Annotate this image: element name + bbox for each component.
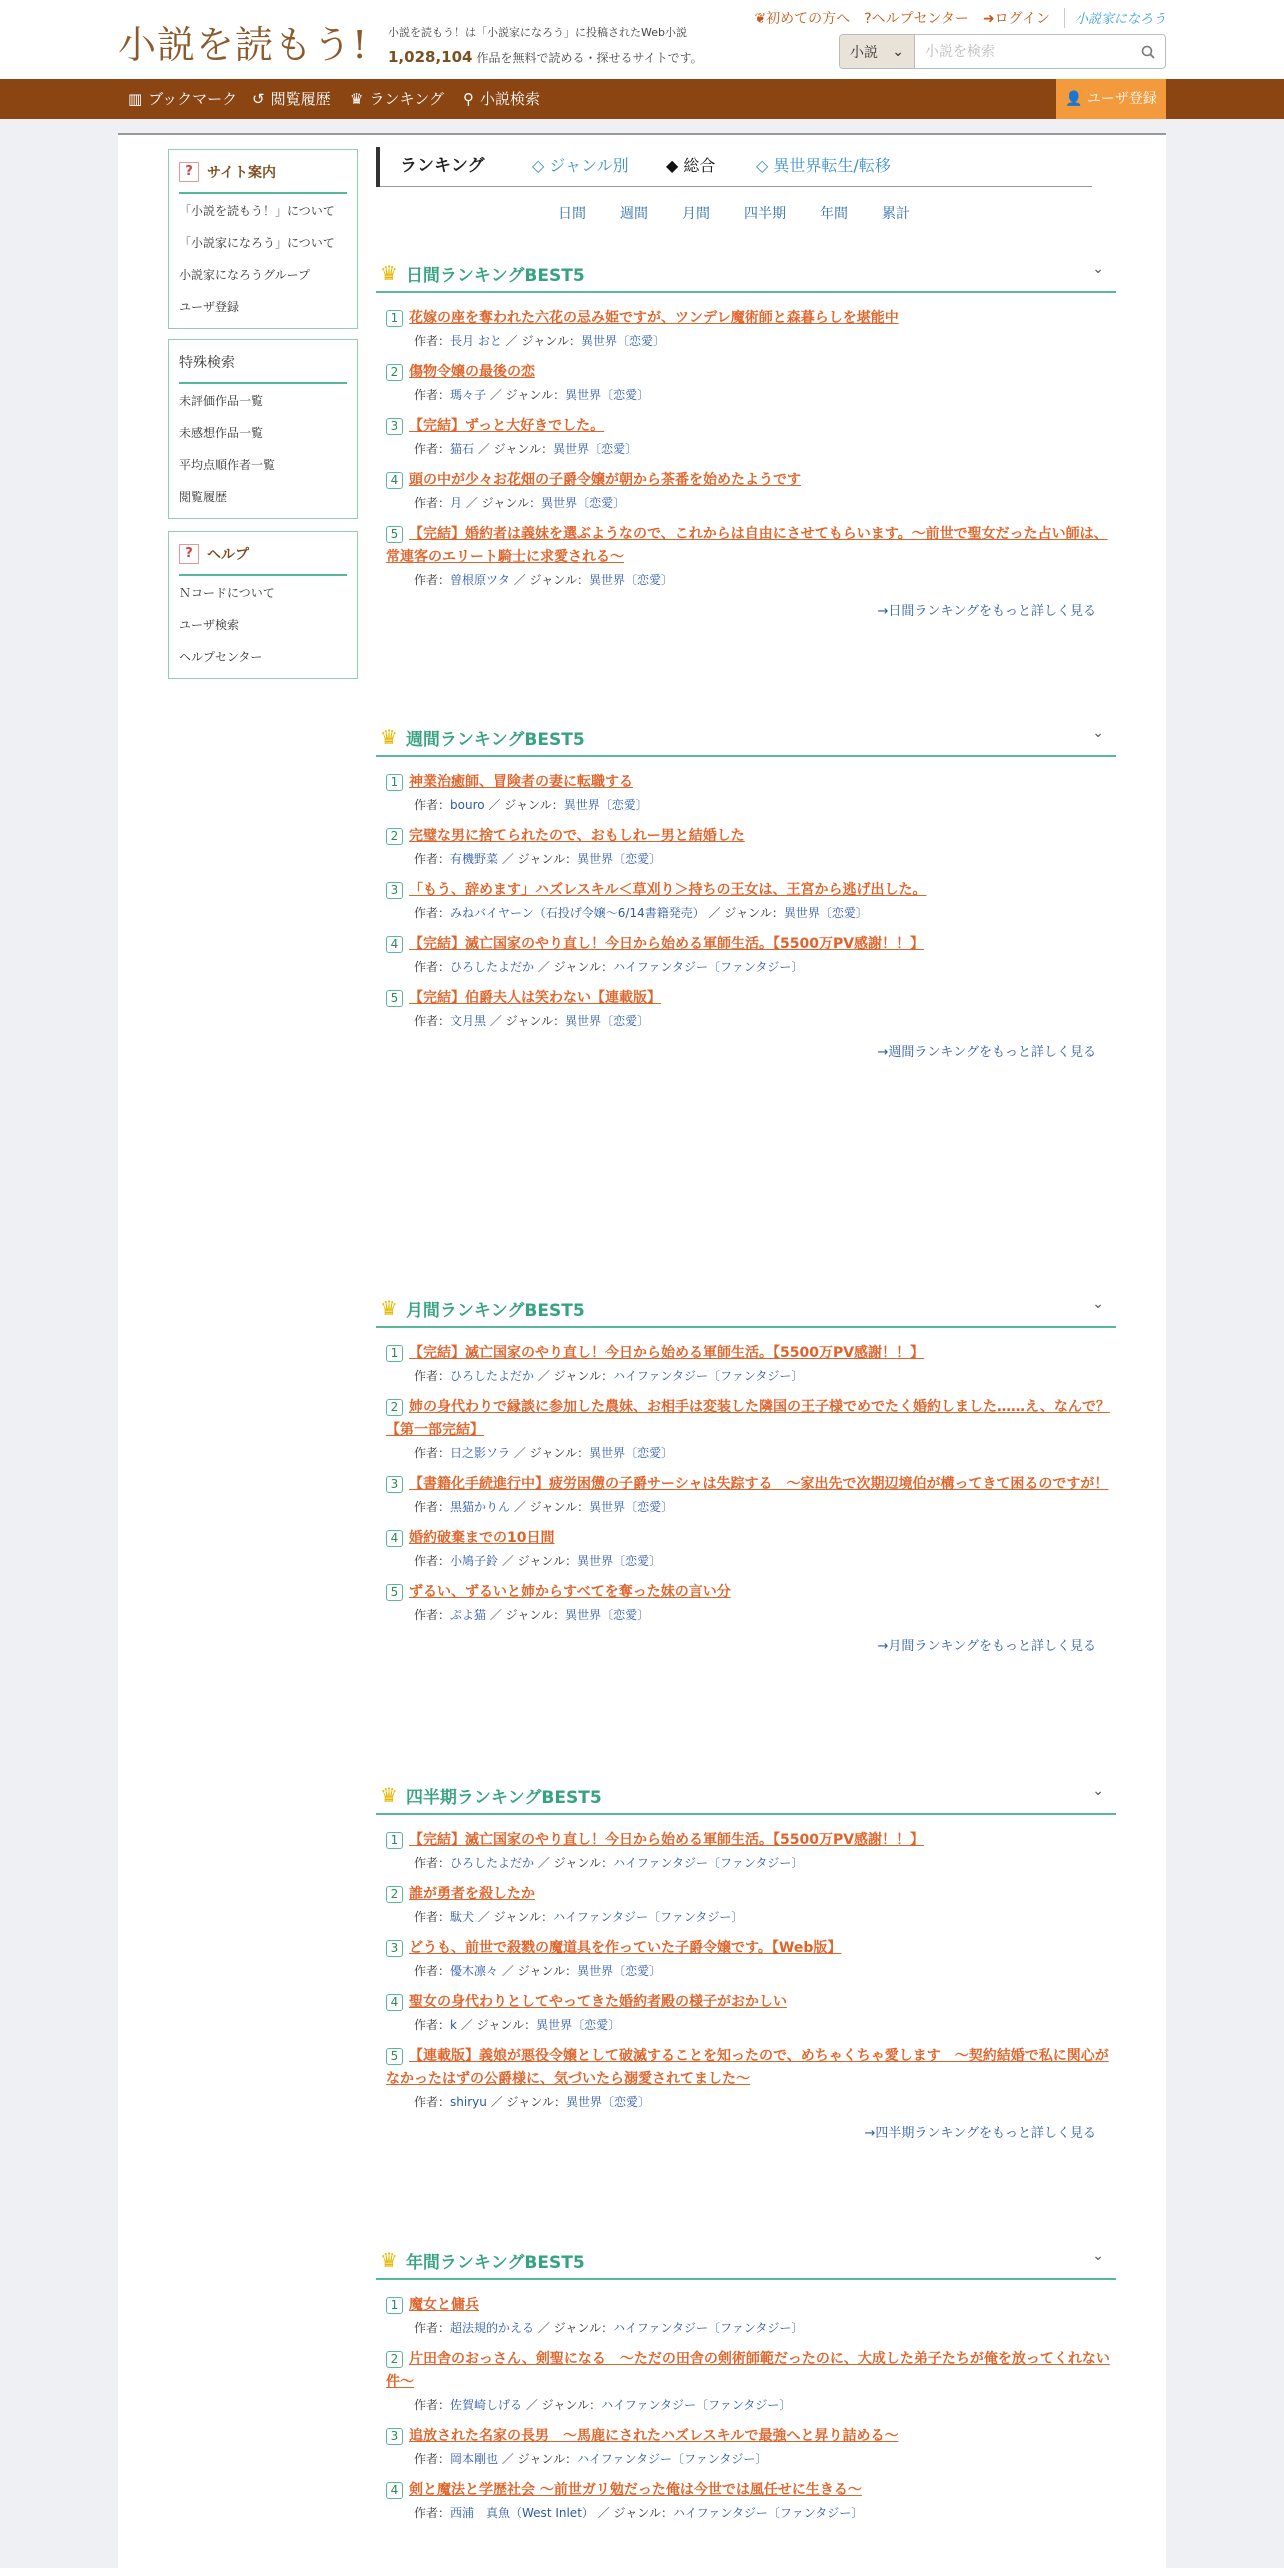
author-link[interactable]: 優木凛々 — [450, 1964, 499, 1978]
ranking-item — [376, 1342, 1116, 1384]
novel-title-link[interactable]: 花嫁の座を奪われた六花の忌み姫ですが、ツンデレ魔術師と森暮らしを堪能中 — [409, 310, 899, 326]
novel-title-link[interactable]: 片田舎のおっさん、剣聖になる 〜ただの田舎の剣術師範だったのに、大成した弟子たちが俺を放ってくれない件〜 — [386, 2351, 1110, 2390]
novel-meta — [386, 1367, 1116, 1384]
novel-meta — [386, 1012, 1116, 1029]
period-tab-quarterly[interactable]: 四半期 — [744, 206, 786, 222]
author-link[interactable]: 長月 おと — [450, 334, 502, 348]
more-link-row — [376, 2122, 1116, 2141]
first-time-link[interactable]: ❦初めての方へ — [754, 11, 851, 27]
genre-link[interactable]: ハイファンタジー〔ファンタジー〕 — [577, 2452, 768, 2466]
crown-icon: ♛ — [380, 1296, 398, 1320]
genre-label: ／ ジャンル： — [537, 1856, 614, 1870]
chevron-down-icon[interactable]: ⌄ — [1092, 2248, 1104, 2264]
ranking-item — [376, 1527, 1116, 1569]
genre-link[interactable]: 異世界〔恋愛〕 — [589, 1500, 674, 1514]
novel-meta — [386, 332, 1116, 349]
ranking-tabs — [376, 147, 1092, 187]
author-label: 作者： — [414, 1554, 451, 1568]
ranking-list — [376, 1328, 1116, 1623]
novel-meta — [386, 571, 1116, 588]
crown-icon: ♛ — [380, 725, 398, 749]
rank-badge: 1 — [386, 2297, 403, 2314]
genre-link[interactable]: 異世界〔恋愛〕 — [536, 2018, 621, 2032]
section-title: 日間ランキングBEST5 — [405, 265, 585, 286]
rank-badge: 1 — [386, 310, 403, 327]
author-link[interactable]: bouro — [450, 798, 485, 812]
ranking-item — [376, 1937, 1116, 1979]
ranking-item — [376, 825, 1116, 867]
author-link[interactable]: 文月黒 — [450, 1014, 487, 1028]
novel-title-link[interactable]: 完璧な男に捨てられたので、おもしれー男と結婚した — [409, 828, 745, 844]
novel-meta — [386, 904, 1116, 921]
author-label: 作者： — [414, 2398, 451, 2412]
ranking-title: ランキング — [376, 147, 485, 187]
author-link[interactable]: 有機野菜 — [450, 852, 499, 866]
author-label: 作者： — [414, 906, 451, 920]
author-link[interactable]: ひろしたよだか — [450, 960, 535, 974]
author-label: 作者： — [414, 2452, 451, 2466]
section-header[interactable] — [376, 1290, 1116, 1328]
period-tab-total[interactable]: 累計 — [882, 206, 910, 222]
rank-badge: 1 — [386, 1832, 403, 1849]
chevron-down-icon[interactable]: ⌄ — [1092, 261, 1104, 277]
genre-label: ／ ジャンル： — [477, 442, 554, 456]
author-link[interactable]: 曽根原ツタ — [450, 573, 510, 587]
rank-badge: 5 — [386, 526, 403, 543]
novel-meta — [386, 1962, 1116, 1979]
ranking-item — [376, 2479, 1116, 2521]
ranking-item — [376, 2045, 1116, 2110]
ranking-item — [376, 2348, 1116, 2413]
section-header[interactable] — [376, 1777, 1116, 1815]
author-link[interactable]: 猫石 — [450, 442, 475, 456]
author-label: 作者： — [414, 852, 451, 866]
section-header[interactable] — [376, 255, 1116, 293]
novel-meta — [386, 796, 1116, 813]
rank-badge: 2 — [386, 364, 403, 381]
ranking-item — [376, 1883, 1116, 1925]
author-label: 作者： — [414, 1500, 451, 1514]
section-header[interactable] — [376, 719, 1116, 757]
chevron-down-icon[interactable]: ⌄ — [1092, 1783, 1104, 1799]
novel-title-link[interactable]: 聖女の身代わりとしてやってきた婚約者殿の様子がおかしい — [409, 1994, 787, 2010]
genre-label: ／ ジャンル： — [488, 798, 564, 812]
ranking-item — [376, 523, 1116, 588]
search-bar — [839, 34, 1166, 69]
ranking-item — [376, 361, 1116, 403]
novel-title-link[interactable]: 婚約破棄までの10日間 — [409, 1530, 555, 1546]
genre-label: ／ ジャンル： — [513, 573, 590, 587]
sidebar-item-about-narou[interactable]: 「小説家になろう」について — [179, 236, 335, 250]
genre-link[interactable]: ハイファンタジー〔ファンタジー〕 — [553, 1910, 744, 1924]
genre-link[interactable]: 異世界〔恋愛〕 — [783, 906, 868, 920]
ranking-item — [376, 1581, 1116, 1623]
author-label: 作者： — [414, 1964, 451, 1978]
more-ranking-link[interactable]: →週間ランキングをもっと詳しく見る — [877, 1045, 1096, 1060]
question-icon: ? — [179, 544, 199, 564]
sidebar-help — [168, 531, 358, 679]
rank-badge: 2 — [386, 1886, 403, 1903]
rank-badge: 3 — [386, 1476, 403, 1493]
novel-meta — [386, 958, 1116, 975]
author-link[interactable]: 日之影ソラ — [450, 1446, 511, 1460]
novel-title-link[interactable]: 剣と魔法と学歴社会 〜前世ガリ勉だった俺は今世では風任せに生きる〜 — [409, 2482, 862, 2498]
author-label: 作者： — [414, 2506, 451, 2520]
author-link[interactable]: 駄犬 — [450, 1910, 475, 1924]
genre-link[interactable]: ハイファンタジー〔ファンタジー〕 — [613, 1369, 804, 1383]
crown-icon: ♛ — [350, 90, 364, 108]
genre-label: ／ ジャンル： — [501, 2452, 578, 2466]
rank-badge: 1 — [386, 774, 403, 791]
novel-title-link[interactable]: 【完結】滅亡国家のやり直し！今日から始める軍師生活。【5500万PV感謝！！】 — [409, 1832, 925, 1848]
top-links — [754, 8, 1166, 28]
novel-title-link[interactable]: 「もう、辞めます」ハズレスキル＜草刈り＞持ちの王女は、王宮から逃げ出した。 — [409, 882, 927, 898]
more-ranking-link[interactable]: →月間ランキングをもっと詳しく見る — [877, 1639, 1096, 1654]
novel-meta — [386, 2016, 1116, 2033]
sidebar-item-narou-group[interactable]: 小説家になろうグループ — [179, 268, 311, 282]
novel-meta — [386, 1498, 1116, 1515]
novel-meta — [386, 1606, 1116, 1623]
rank-badge: 5 — [386, 2048, 403, 2065]
tab-genre[interactable]: ◇ ジャンル別 — [532, 156, 629, 175]
novel-meta — [386, 386, 1116, 403]
more-link-row — [376, 600, 1116, 619]
more-ranking-link[interactable]: →日間ランキングをもっと詳しく見る — [877, 604, 1096, 619]
search-icon — [1141, 45, 1155, 59]
genre-link[interactable]: 異世界〔恋愛〕 — [565, 388, 650, 402]
section-title: 年間ランキングBEST5 — [405, 2252, 585, 2273]
chevron-down-icon: ⌄ — [892, 43, 904, 60]
sidebar-special — [168, 339, 358, 519]
ranking-section-daily — [376, 255, 1116, 619]
rank-badge: 5 — [386, 990, 403, 1007]
crown-icon: ♛ — [380, 1783, 398, 1807]
rank-badge: 5 — [386, 1584, 403, 1601]
novel-title-link[interactable]: 【連載版】義娘が悪役令嬢として破滅することを知ったので、めちゃくちゃ愛します 〜契約結婚で私に関心がなかったはずの公爵様に、気づいたら溺愛されてました〜 — [386, 2048, 1109, 2087]
period-tabs — [376, 203, 1092, 223]
genre-link[interactable]: 異世界〔恋愛〕 — [577, 1554, 662, 1568]
ranking-list — [376, 1815, 1116, 2110]
ranking-item — [376, 2425, 1116, 2467]
rank-badge: 4 — [386, 2482, 403, 2499]
genre-label: ／ ジャンル： — [525, 2398, 602, 2412]
rank-badge: 1 — [386, 1345, 403, 1362]
genre-link[interactable]: 異世界〔恋愛〕 — [577, 852, 662, 866]
rank-badge: 4 — [386, 1530, 403, 1547]
search-input[interactable] — [915, 35, 1131, 68]
author-label: 作者： — [414, 798, 451, 812]
help-icon: ? — [864, 11, 872, 27]
ranking-item — [376, 879, 1116, 921]
genre-label: ／ ジャンル： — [489, 1014, 566, 1028]
genre-link[interactable]: 異世界〔恋愛〕 — [565, 1608, 650, 1622]
rank-badge: 4 — [386, 1994, 403, 2011]
novel-meta — [386, 2093, 1116, 2110]
rank-badge: 2 — [386, 2351, 403, 2368]
section-title: 週間ランキングBEST5 — [405, 729, 585, 750]
nav-novel-search[interactable]: ⚲ 小説検索 — [463, 90, 541, 108]
sidebar-item-history[interactable]: 閲覧履歴 — [179, 490, 228, 504]
ranking-item — [376, 1991, 1116, 2033]
section-header[interactable] — [376, 2242, 1116, 2280]
novel-meta — [386, 2504, 1116, 2521]
author-label: 作者： — [414, 1608, 451, 1622]
author-label: 作者： — [414, 1856, 451, 1870]
genre-link[interactable]: ハイファンタジー〔ファンタジー〕 — [613, 960, 804, 974]
rank-badge: 3 — [386, 2428, 403, 2445]
book-icon: ❦ — [754, 11, 767, 27]
novel-title-link[interactable]: 【書籍化手続進行中】疲労困憊の子爵サーシャは失踪する 〜家出先で次期辺境伯が構ってきて困るのですが！ — [409, 1476, 1109, 1492]
novel-title-link[interactable]: 姉の身代わりで縁談に参加した農妹、お相手は変装した隣国の王子様でめでたく婚約しました……え、なんで？【第一部完結】 — [386, 1399, 1110, 1438]
genre-label: ／ ジャンル： — [501, 852, 578, 866]
author-link[interactable]: shiryu — [450, 2095, 487, 2109]
novel-meta — [386, 1444, 1116, 1461]
ranking-item — [376, 1396, 1116, 1461]
novel-title-link[interactable]: 【完結】婚約者は義妹を選ぶようなので、これからは自由にさせてもらいます。〜前世で聖女だった占い師は、常連客のエリート騎士に求愛される〜 — [386, 526, 1108, 565]
author-link[interactable]: k — [450, 2018, 457, 2032]
ranking-item — [376, 307, 1116, 349]
author-label: 作者： — [414, 1369, 451, 1383]
author-link[interactable]: 瑪々子 — [450, 388, 487, 402]
novel-title-link[interactable]: どうも、前世で殺戮の魔道具を作っていた子爵令嬢です。【Web版】 — [409, 1940, 842, 1956]
more-link-row — [376, 1041, 1116, 1060]
genre-link[interactable]: 異世界〔恋愛〕 — [565, 2095, 650, 2109]
novel-meta — [386, 2319, 1116, 2336]
genre-link[interactable]: 異世界〔恋愛〕 — [541, 496, 626, 510]
ranking-item — [376, 933, 1116, 975]
more-link-row — [376, 1635, 1116, 1654]
novel-title-link[interactable]: 【完結】滅亡国家のやり直し！今日から始める軍師生活。【5500万PV感謝！！】 — [409, 1345, 925, 1361]
novel-meta — [386, 440, 1116, 457]
user-icon: 👤 — [1065, 91, 1087, 107]
author-label: 作者： — [414, 388, 451, 402]
author-link[interactable]: 佐賀崎しげる — [450, 2398, 523, 2412]
genre-label: ／ ジャンル： — [489, 388, 566, 402]
crown-icon: ♛ — [380, 261, 398, 285]
rank-badge: 3 — [386, 882, 403, 899]
author-label: 作者： — [414, 334, 451, 348]
sidebar-item-help-center[interactable]: ヘルプセンター — [179, 650, 263, 664]
novel-title-link[interactable]: 【完結】滅亡国家のやり直し！今日から始める軍師生活。【5500万PV感謝！！】 — [409, 936, 925, 952]
ranking-item — [376, 987, 1116, 1029]
novel-title-link[interactable]: 頭の中が少々お花畑の子爵令嬢が朝から茶番を始めたようです — [409, 472, 801, 488]
author-label: 作者： — [414, 2018, 451, 2032]
narou-logo-link[interactable]: 小説家になろう — [1064, 8, 1166, 28]
genre-label: ／ ジャンル： — [460, 2018, 537, 2032]
search-icon: ⚲ — [463, 90, 474, 108]
period-tab-monthly[interactable]: 月間 — [682, 206, 710, 222]
nav-bookmark[interactable]: ▥ ブックマーク — [128, 90, 238, 108]
author-link[interactable]: ひろしたよだか — [450, 1369, 535, 1383]
novel-title-link[interactable]: 神業治癒師、冒険者の妻に転職する — [409, 774, 633, 790]
rank-badge: 4 — [386, 936, 403, 953]
author-link[interactable]: 小鳩子鈴 — [450, 1554, 499, 1568]
author-label: 作者： — [414, 573, 451, 587]
main-nav — [0, 79, 1284, 119]
section-title: 月間ランキングBEST5 — [405, 1300, 585, 1321]
ranking-list — [376, 757, 1116, 1029]
genre-label: ／ ジャンル： — [501, 1554, 578, 1568]
author-label: 作者： — [414, 1014, 451, 1028]
author-label: 作者： — [414, 960, 451, 974]
nav-register-button[interactable]: 👤 ユーザ登録 — [1056, 79, 1166, 119]
sidebar-item-unrated[interactable]: 未評価作品一覧 — [179, 394, 264, 408]
rank-badge: 2 — [386, 1399, 403, 1416]
ranking-list — [376, 2280, 1116, 2521]
genre-label: ／ ジャンル： — [505, 334, 581, 348]
period-tab-yearly[interactable]: 年間 — [820, 206, 848, 222]
ranking-section-quarterly — [376, 1777, 1116, 2141]
novel-title-link[interactable]: 魔女と傭兵 — [409, 2297, 479, 2313]
genre-link[interactable]: 異世界〔恋愛〕 — [589, 1446, 674, 1460]
genre-label: ／ ジャンル： — [501, 1964, 578, 1978]
author-label: 作者： — [414, 1446, 451, 1460]
genre-label: ／ ジャンル： — [513, 1446, 590, 1460]
search-type-select[interactable]: 小説 ⌄ — [840, 35, 915, 68]
author-label: 作者： — [414, 2095, 451, 2109]
nav-ranking[interactable]: ♛ ランキング — [350, 90, 445, 108]
author-label: 作者： — [414, 2321, 451, 2335]
author-label: 作者： — [414, 442, 451, 456]
login-icon: ➜ — [982, 11, 995, 27]
sidebar-item-about-yomou[interactable]: 「小説を読もう！」について — [179, 204, 335, 218]
bookmark-icon: ▥ — [128, 90, 143, 108]
novel-meta — [386, 2396, 1116, 2413]
genre-link[interactable]: ハイファンタジー〔ファンタジー〕 — [613, 2321, 804, 2335]
novel-title-link[interactable]: 傷物令嬢の最後の恋 — [409, 364, 535, 380]
login-link[interactable]: ➜ログイン — [982, 11, 1050, 27]
author-label: 作者： — [414, 496, 451, 510]
rank-badge: 2 — [386, 828, 403, 845]
period-tab-daily[interactable]: 日間 — [558, 206, 586, 222]
sidebar-item-avg-authors[interactable]: 平均点順作者一覧 — [179, 458, 276, 472]
genre-label: ／ ジャンル： — [513, 1500, 590, 1514]
genre-label: ／ ジャンル： — [489, 1608, 566, 1622]
sidebar-item-user-search[interactable]: ユーザ検索 — [179, 618, 240, 632]
sidebar-help-title: ? ヘルプ — [179, 538, 347, 576]
author-link[interactable]: 岡本剛也 — [450, 2452, 499, 2466]
novel-meta — [386, 1908, 1116, 1925]
novel-meta — [386, 1552, 1116, 1569]
sidebar-guide-title: ? サイト案内 — [179, 156, 347, 194]
ranking-list — [376, 293, 1116, 588]
genre-link[interactable]: 異世界〔恋愛〕 — [577, 1964, 662, 1978]
nav-history[interactable]: ↺ 閲覧履歴 — [252, 90, 331, 108]
novel-title-link[interactable]: 【完結】ずっと大好きでした。 — [409, 418, 605, 434]
tab-total[interactable]: ◆ 総合 — [666, 156, 716, 175]
chevron-down-icon[interactable]: ⌄ — [1092, 1296, 1104, 1312]
tagline-bottom-text: 作品を無料で読める・探せるサイトです。 — [476, 51, 703, 65]
site-logo[interactable]: 小説を読もう! — [118, 23, 369, 67]
genre-label: ／ ジャンル： — [465, 496, 542, 510]
ranking-section-weekly — [376, 719, 1116, 1060]
genre-label: ／ ジャンル： — [477, 1910, 554, 1924]
ranking-section-monthly — [376, 1290, 1116, 1654]
genre-link[interactable]: 異世界〔恋愛〕 — [589, 573, 674, 587]
genre-label: ／ ジャンル： — [537, 960, 614, 974]
author-link[interactable]: 月 — [450, 496, 463, 510]
period-tab-weekly[interactable]: 週間 — [620, 206, 648, 222]
ranking-section-yearly — [376, 2242, 1116, 2533]
author-link[interactable]: 黒猫かりん — [450, 1500, 511, 1514]
tagline-bottom — [388, 48, 703, 66]
search-button[interactable] — [1131, 35, 1165, 68]
more-ranking-link[interactable]: →四半期ランキングをもっと詳しく見る — [864, 2126, 1096, 2141]
genre-link[interactable]: 異世界〔恋愛〕 — [565, 1014, 650, 1028]
author-link[interactable]: 超法規的かえる — [450, 2321, 535, 2335]
novel-title-link[interactable]: 追放された名家の長男 〜馬鹿にされたハズレスキルで最強へと昇り詰める〜 — [409, 2428, 899, 2444]
ranking-item — [376, 469, 1116, 511]
rank-badge: 3 — [386, 1940, 403, 1957]
ranking-item — [376, 415, 1116, 457]
author-link[interactable]: 西浦 真魚（West Inlet） — [450, 2506, 594, 2520]
genre-link[interactable]: ハイファンタジー〔ファンタジー〕 — [613, 1856, 804, 1870]
question-icon: ? — [179, 162, 199, 182]
main-container — [118, 133, 1166, 2568]
sidebar-item-register[interactable]: ユーザ登録 — [179, 300, 240, 314]
site-header — [0, 0, 1284, 79]
novel-title-link[interactable]: 【完結】伯爵夫人は笑わない【連載版】 — [409, 990, 661, 1006]
genre-link[interactable]: 異世界〔恋愛〕 — [563, 798, 648, 812]
sidebar-special-title: 特殊検索 — [179, 346, 347, 384]
genre-label: ／ ジャンル： — [537, 2321, 614, 2335]
novel-meta — [386, 494, 1116, 511]
author-link[interactable]: ぷよ猫 — [450, 1608, 487, 1622]
novel-meta — [386, 1854, 1116, 1871]
tab-isekai[interactable]: ◇ 異世界転生/転移 — [756, 156, 891, 175]
genre-label: ／ ジャンル： — [490, 2095, 566, 2109]
crown-icon: ♛ — [380, 2248, 398, 2272]
genre-link[interactable]: ハイファンタジー〔ファンタジー〕 — [601, 2398, 792, 2412]
genre-label: ／ ジャンル： — [708, 906, 784, 920]
author-label: 作者： — [414, 1910, 451, 1924]
author-link[interactable]: ひろしたよだか — [450, 1856, 535, 1870]
sidebar-guide — [168, 149, 358, 329]
genre-label: ／ ジャンル： — [537, 1369, 614, 1383]
chevron-down-icon[interactable]: ⌄ — [1092, 725, 1104, 741]
history-icon: ↺ — [252, 90, 265, 108]
ranking-item — [376, 1473, 1116, 1515]
genre-link[interactable]: 異世界〔恋愛〕 — [580, 334, 665, 348]
novel-meta — [386, 2450, 1116, 2467]
section-title: 四半期ランキングBEST5 — [405, 1787, 602, 1808]
help-center-link[interactable]: ?ヘルプセンター — [864, 11, 969, 27]
rank-badge: 4 — [386, 472, 403, 489]
ranking-item — [376, 771, 1116, 813]
genre-link[interactable]: ハイファンタジー〔ファンタジー〕 — [673, 2506, 864, 2520]
novel-title-link[interactable]: ずるい、ずるいと姉からすべてを奪った妹の言い分 — [409, 1584, 731, 1600]
sidebar-item-ncode[interactable]: Ｎコードについて — [179, 586, 275, 600]
novel-title-link[interactable]: 誰が勇者を殺したか — [409, 1886, 535, 1902]
novel-meta — [386, 850, 1116, 867]
author-link[interactable]: みねバイヤーン（石投げ令嬢〜6/14書籍発売） — [450, 906, 705, 920]
rank-badge: 3 — [386, 418, 403, 435]
novel-count: 1,028,104 — [388, 48, 473, 66]
sidebar-item-no-review[interactable]: 未感想作品一覧 — [179, 426, 264, 440]
ranking-item — [376, 1829, 1116, 1871]
tagline-top: 小説を読もう！は「小説家になろう」に投稿されたWeb小説 — [388, 26, 687, 39]
genre-link[interactable]: 異世界〔恋愛〕 — [553, 442, 638, 456]
ranking-item — [376, 2294, 1116, 2336]
genre-label: ／ ジャンル： — [597, 2506, 674, 2520]
